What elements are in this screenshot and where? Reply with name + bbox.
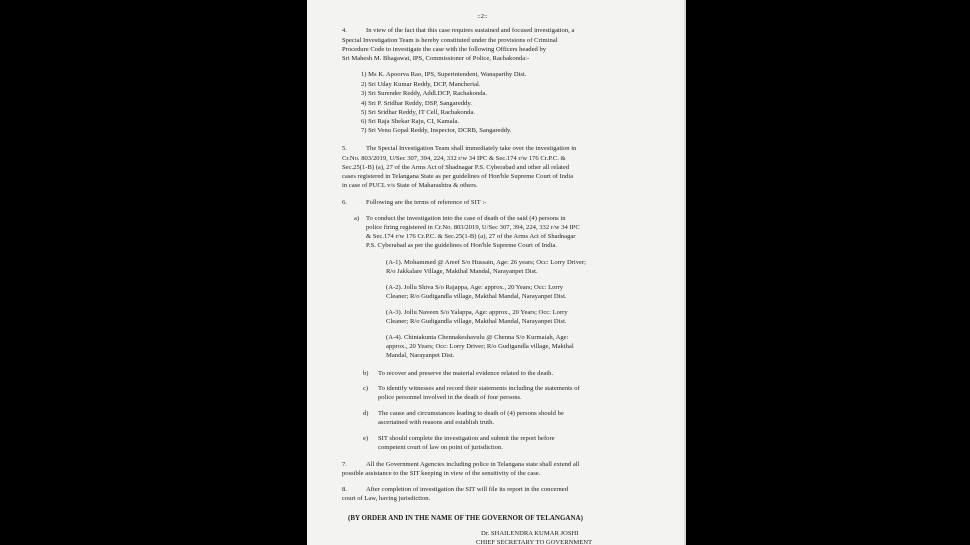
para5-line: Cr.No. 803/2019, U/Sec 307, 394, 224, 332 r/w 34 IPC & Sec.174 r/w 176 Cr.P.C. & [342,155,566,162]
item-d-line: The cause and circumstances leading to death of (4) persons should be [378,410,564,417]
item-c-line: To identify witnesses and record their statements including the statements of [378,385,580,392]
para6-number: 6. [342,199,347,206]
item-a-line: To conduct the investigation into the case of death of the said (4) persons in [366,215,566,222]
item-c-label: c) [363,385,369,392]
officer-item: 6) Sri Raja Shekar Raju, CI, Kamala. [361,118,459,125]
para5-line: in case of PUCL v/s State of Maharashtra & others. [342,182,478,189]
accused-line: (A-4). Chintakunta Chennakeshavulu @ Chenna S/o Kurmaiah, Age: [386,334,569,341]
accused-line: Cleaner; R/o Gudigandla village, Makthal Mandal, Narayanpet Dist. [386,318,567,325]
item-a-line: & Sec.174 r/w 176 Cr.P.C. & Sec.25(1-B) (a), 27 of the Arms Act of Shadnagar [366,233,576,240]
signatory-name: Dr. SHAILENDRA KUMAR JOSHI [481,530,579,537]
para7-line: All the Government Agencies including police in Telangana state shall extend all [366,461,580,468]
para8-number: 8. [342,486,347,493]
officer-item: 7) Sri Venu Gopal Reddy, Inspector, DCRB, Sangareddy. [361,127,512,134]
item-d-label: d) [363,410,369,417]
item-b-label: b) [363,370,369,377]
item-e-label: e) [363,435,369,442]
para4-line: Special Investigation Team is hereby constituted under the provisions of Criminal [342,37,558,44]
para4-line: Sri Mahesh M. Bhagawat, IPS, Commissioner of Police, Rachakonda:- [342,55,530,62]
para5-line: Sec.25(1-B) (a), 27 of the Arms Act of Shadnagar P.S. Cyberabad and other all related [342,164,570,171]
officer-item: 5) Sri Sridhar Reddy, IT Cell, Rachakonda. [361,109,475,116]
page-edge [684,0,686,545]
item-b-line: To recover and preserve the material evidence related to the death. [378,370,554,377]
officer-item: 4) Sri P. Sridhar Reddy, DSP, Sangareddy. [361,100,472,107]
para5-line: cases registered in Telangana State as per guidelines of Hon'ble Supreme Court of India [342,173,574,180]
accused-line: approx., 20 Years; Occ: Lorry Driver; R/o Gudigandla village, Makthal [386,343,574,350]
para6-intro: Following are the terms of reference of SIT :- [366,199,487,206]
order-line: (BY ORDER AND IN THE NAME OF THE GOVERNOR OF TELANGANA) [348,514,583,522]
para4-line: Procedure Code to investigate the case with the following Officers headed by [342,46,547,53]
officer-item: 1) Ms K. Apoorva Rao, IPS, Superintendent, Wanaparthy Dist. [361,71,527,78]
document-page [307,0,684,545]
item-e-line: competent court of law on point of jurisdiction. [378,444,503,451]
item-c-line: police personnel involved in the death of four persons. [378,394,522,401]
para4-number: 4. [342,27,347,34]
item-d-line: ascertained with reasons and establish truth. [378,419,495,426]
accused-line: R/o Jakkalare Village, Makthal Mandal, Narayanpet Dist. [386,268,538,275]
para4-line: In view of the fact that this case requires sustained and focused investigation, a [366,27,575,34]
para7-number: 7. [342,461,347,468]
officer-item: 3) Sri Surender Reddy, Addl.DCP, Rachakonda. [361,90,488,97]
para5-line: The Special Investigation Team shall immediately take over the investigation in [366,145,577,152]
para8-line: court of Law, having jurisdiction. [342,495,431,502]
accused-line: Mandal, Narayanpet Dist. [386,352,455,359]
para8-line: After completion of investigation the SIT will file its report in the concerned [366,486,569,493]
signatory-title: CHIEF SECRETARY TO GOVERNMENT [476,539,593,545]
item-a-line: police firing registered in Cr.No. 803/2019, U/Sec 307, 394, 224, 332 r/w 34 IPC [366,224,580,231]
accused-line: (A-2). Jollu Shiva S/o Rajappa, Age: approx., 20 Years; Occ: Lorry [386,284,564,291]
item-e-line: SIT should complete the investigation and submit the report before [378,435,555,442]
para5-number: 5. [342,145,347,152]
accused-line: (A-1). Mohammed @ Areef S/o Hussain, Age: 26 years; Occ: Lorry Driver; [386,259,586,266]
accused-line: Cleaner; R/o Gudigandla village, Makthal Mandal, Narayanpet Dist. [386,293,567,300]
page-number: ::2:: [477,13,488,20]
item-a-line: P.S. Cyberabad as per the guidelines of Hon'ble Supreme Court of India. [366,242,557,249]
officer-item: 2) Sri Uday Kumar Reddy, DCP, Mancherial. [361,81,481,88]
accused-line: (A-3). Jollu Naveen S/o Yalappa, Age: approx., 20 Years; Occ: Lorry [386,309,568,316]
para7-line: possible assistance to the SIT keeping in view of the sensitivity of the case. [342,470,541,477]
item-a-label: a) [354,215,360,222]
